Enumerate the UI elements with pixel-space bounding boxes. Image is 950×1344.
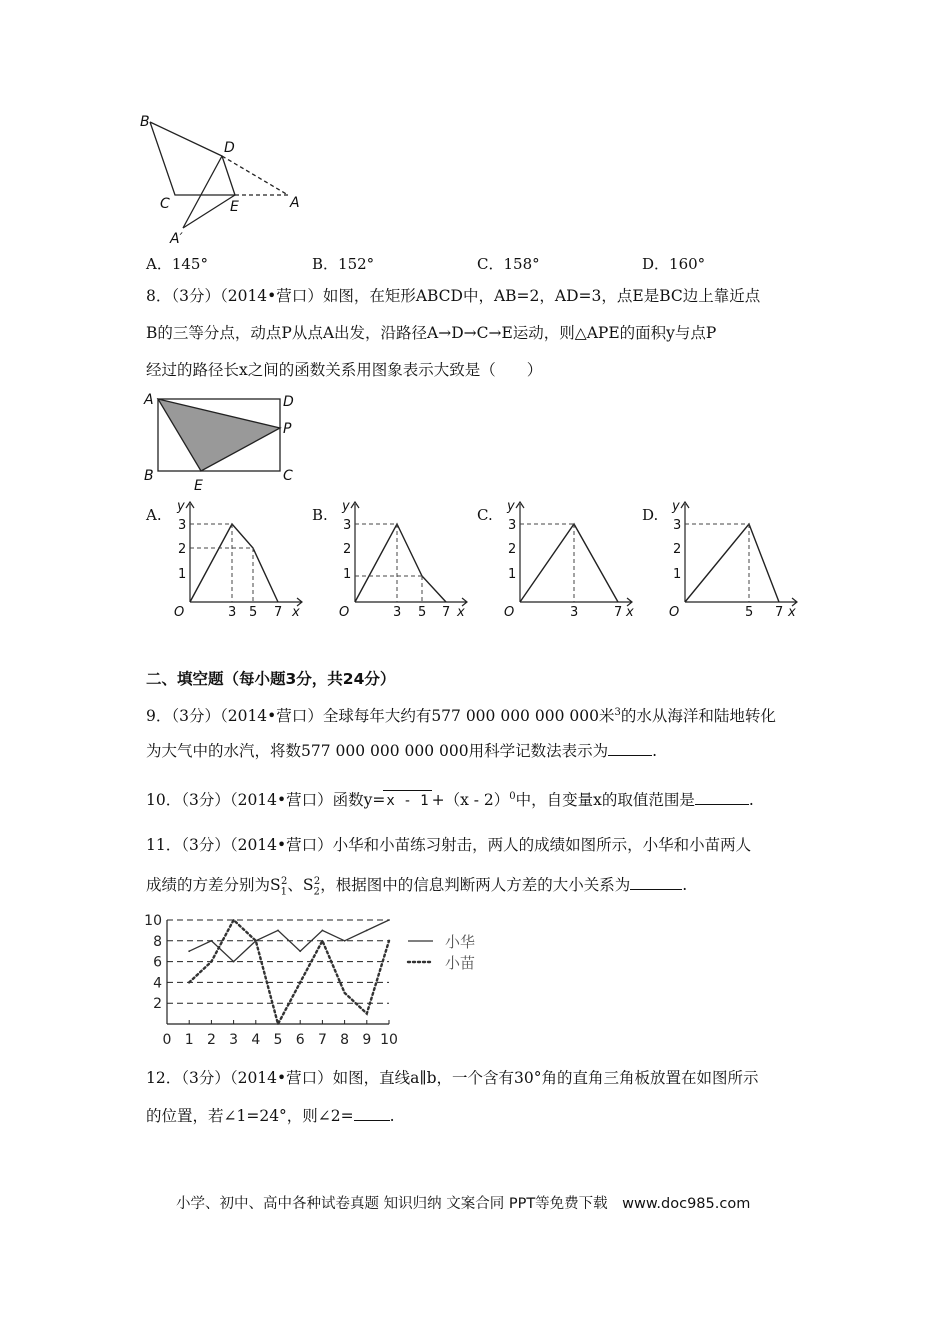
x-tick-label-0: 0	[162, 1032, 172, 1048]
q9-line1: 9．（3分）（2014•营口）全球每年大约有577 000 000 000 000米$^3$的水从海洋和陆地转化	[146, 707, 776, 726]
x-tick-label-10: 10	[380, 1032, 398, 1048]
y-tick-2: 2	[343, 542, 352, 557]
q8-option-a-letter: A.	[146, 506, 162, 524]
y-tick-3: 3	[343, 518, 352, 533]
origin-label: O	[504, 605, 515, 620]
label-P: P	[283, 421, 292, 437]
label-D: D	[224, 140, 235, 156]
y-tick-1: 1	[178, 567, 187, 582]
data-point-xiaomiao-2	[211, 961, 213, 963]
x-tick-label-8: 8	[340, 1032, 350, 1048]
x-tick-7: 7	[775, 605, 784, 620]
x-axis-label: x	[626, 605, 634, 620]
q7-option-a: A．145°	[146, 255, 208, 273]
label-C: C	[160, 196, 170, 212]
answer-blank[interactable]	[354, 1106, 390, 1121]
label-B: B	[140, 114, 150, 130]
x-tick-5: 5	[249, 605, 258, 620]
y-tick-label-8: 8	[153, 933, 162, 950]
x-axis-label: x	[292, 605, 300, 620]
q12-line2: 的位置，若∠1=24°，则∠2= .	[146, 1107, 395, 1125]
x-tick-7: 7	[614, 605, 623, 620]
y-tick-2: 2	[508, 542, 517, 557]
q7-option-b: B．152°	[312, 255, 375, 273]
q8-option-d-letter: D.	[642, 506, 659, 524]
sqrt-expression: x - 1	[383, 790, 431, 811]
data-point-xiaomiao-8	[344, 992, 346, 994]
data-point-xiaohua-10	[388, 919, 390, 921]
q7-option-d: D．160°	[642, 255, 706, 273]
data-point-xiaohua-5	[277, 930, 279, 932]
q8-line1: 8．（3分）（2014•营口）如图，在矩形ABCD中，AB=2，AD=3，点E是BC边上靠近点	[146, 287, 761, 305]
q7-figure	[138, 110, 313, 245]
q12-line1: 12．（3分）（2014•营口）如图，直线a∥b，一个含有30°角的直角三角板放置在如图所示	[146, 1069, 759, 1087]
data-point-xiaomiao-6	[299, 982, 301, 984]
y-tick-label-2: 2	[153, 996, 162, 1013]
legend-label-xiaomiao: 小苗	[445, 954, 476, 972]
data-point-xiaomiao-3	[233, 919, 235, 921]
x-tick-3: 3	[228, 605, 237, 620]
q8-graph-a	[165, 498, 315, 623]
q11-line2: 成绩的方差分别为$S_1^2$、$S_2^2$，根据图中的信息判断两人方差的大小关系为 .	[146, 876, 688, 898]
y-tick-1: 1	[343, 567, 352, 582]
x-tick-5: 5	[418, 605, 427, 620]
y-tick-2: 2	[178, 542, 187, 557]
x-tick-label-6: 6	[295, 1032, 305, 1048]
page-footer: 小学、初中、高中各种试卷真题 知识归纳 文案合同 PPT等免费下载 www.doc985.com	[176, 1196, 751, 1212]
origin-label: O	[174, 605, 185, 620]
q7-quadrilateral	[150, 122, 235, 195]
label-A: A	[290, 195, 300, 211]
shaded-triangle-APE	[158, 399, 280, 471]
x-tick-label-3: 3	[229, 1032, 239, 1048]
y-axis-label: y	[177, 499, 185, 514]
y-tick-3: 3	[673, 518, 682, 533]
q7-dashed-DA	[222, 156, 288, 195]
q8-option-b-letter: B.	[312, 506, 328, 524]
data-point-xiaohua-9	[366, 930, 368, 932]
y-tick-3: 3	[178, 518, 187, 533]
y-tick-1: 1	[508, 567, 517, 582]
q10-line: 10．（3分）（2014•营口）函数y=x - 1 +（x - 2）$^0$中，自变量x的取值范围是 .	[146, 791, 754, 810]
data-point-xiaohua-8	[344, 940, 346, 942]
data-point-xiaomiao-10	[388, 940, 390, 942]
legend-label-xiaohua: 小华	[445, 933, 476, 951]
q8-line2: B的三等分点，动点P从点A出发，沿路径A→D→C→E运动，则△APE的面积y与点P	[146, 324, 717, 342]
label-E: E	[230, 199, 239, 215]
y-axis-label: y	[507, 499, 515, 514]
data-point-xiaohua-6	[299, 950, 301, 952]
q8-graph-d	[660, 498, 810, 623]
label-B: B	[144, 468, 154, 484]
shooting-score-chart	[140, 910, 500, 1050]
q7-segment-AE	[183, 195, 235, 228]
label-C: C	[283, 468, 293, 484]
data-point-xiaohua-7	[322, 930, 324, 932]
label-D: D	[283, 394, 294, 410]
q8-option-c-letter: C.	[477, 506, 493, 524]
label-A: A	[144, 392, 154, 408]
x-tick-label-7: 7	[317, 1032, 327, 1048]
origin-label: O	[339, 605, 350, 620]
y-tick-label-6: 6	[153, 954, 162, 971]
y-tick-label-10: 10	[144, 913, 162, 929]
x-tick-7: 7	[274, 605, 283, 620]
label-A-prime: A′	[170, 231, 183, 245]
x-tick-3: 3	[570, 605, 579, 620]
x-tick-label-1: 1	[184, 1032, 194, 1048]
x-axis-label: x	[457, 605, 465, 620]
data-point-xiaomiao-1	[188, 982, 190, 984]
y-axis-label: y	[342, 499, 350, 514]
section-2-title: 二、填空题（每小题3分，共24分）	[146, 670, 396, 688]
data-point-xiaomiao-4	[255, 940, 257, 942]
y-tick-1: 1	[673, 567, 682, 582]
series-line-xiaomiao	[189, 920, 389, 1024]
q7-segment-DA	[183, 156, 222, 228]
data-point-xiaohua-1	[188, 950, 190, 952]
y-tick-2: 2	[673, 542, 682, 557]
y-axis-label: y	[672, 499, 680, 514]
x-tick-label-2: 2	[206, 1032, 216, 1048]
answer-blank[interactable]	[695, 790, 749, 805]
answer-blank[interactable]	[608, 741, 652, 756]
data-point-xiaomiao-7	[322, 940, 324, 942]
x-tick-label-5: 5	[273, 1032, 283, 1048]
q8-figure	[140, 388, 305, 498]
data-point-xiaohua-3	[233, 961, 235, 963]
q7-option-c: C．158°	[477, 255, 540, 273]
data-point-xiaomiao-9	[366, 1013, 368, 1015]
x-tick-3: 3	[393, 605, 402, 620]
x-tick-5: 5	[745, 605, 754, 620]
data-point-xiaohua-2	[211, 940, 213, 942]
x-tick-label-9: 9	[362, 1032, 372, 1048]
label-E: E	[194, 478, 203, 494]
answer-blank[interactable]	[630, 875, 682, 890]
data-point-xiaomiao-5	[277, 1023, 279, 1025]
origin-label: O	[669, 605, 680, 620]
q8-graph-b	[330, 498, 480, 623]
x-tick-7: 7	[442, 605, 451, 620]
q8-line3: 经过的路径长x之间的函数关系用图象表示大致是（ ）	[146, 361, 543, 379]
x-tick-label-4: 4	[251, 1032, 261, 1048]
y-tick-label-4: 4	[153, 975, 162, 992]
q9-line2: 为大气中的水汽，将数577 000 000 000 000用科学记数法表示为 .	[146, 742, 658, 760]
q11-line1: 11．（3分）（2014•营口）小华和小苗练习射击，两人的成绩如图所示，小华和小苗两人	[146, 836, 752, 854]
q8-graph-c	[495, 498, 645, 623]
y-tick-3: 3	[508, 518, 517, 533]
x-axis-label: x	[788, 605, 796, 620]
